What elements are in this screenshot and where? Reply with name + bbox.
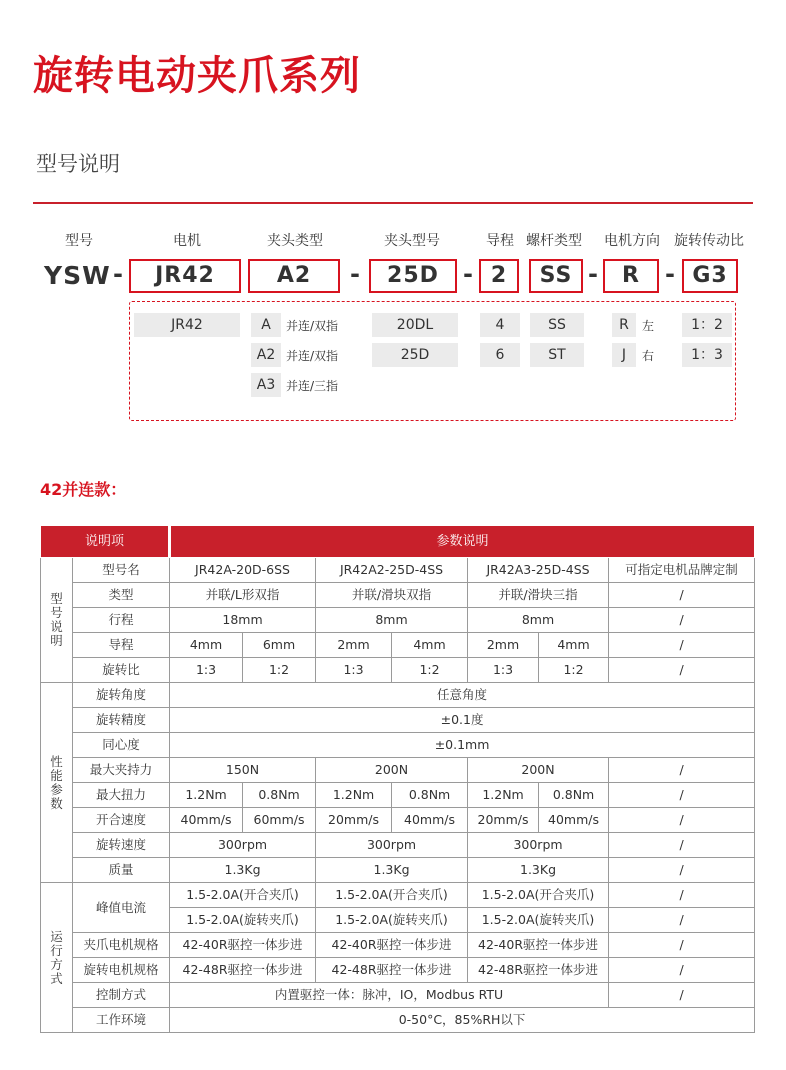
row-label: 质量 [73,858,170,883]
label-lead: 导程 [486,233,514,249]
row-label: 最大夹持力 [73,758,170,783]
label-motor: 电机 [173,233,201,249]
code-box-lead: 2 [479,259,519,293]
table-row: 最大夹持力 150N 200N 200N / [41,758,755,783]
label-gripper-type: 夹头类型 [267,233,323,249]
model-prefix: YSW [44,261,111,290]
table-row: 运行方式 峰值电流 1.5-2.0A(开合夹爪) 1.5-2.0A(开合夹爪) 1.5-2.0A(开合夹爪) / [41,883,755,908]
row-label: 工作环境 [73,1008,170,1033]
table-row: 性能参数 旋转角度 任意角度 [41,683,755,708]
option-lead: 4 [480,313,520,337]
section-subtitle: 型号说明 [36,152,120,176]
code-box-screw: SS [529,259,583,293]
option-ratio: 1：2 [682,313,732,337]
code-separator: - [588,260,598,288]
option-lead: 6 [480,343,520,367]
code-box-ratio: G3 [682,259,738,293]
row-label: 同心度 [73,733,170,758]
label-rotation-ratio: 旋转传动比 [674,233,744,249]
label-motor-direction: 电机方向 [604,233,660,249]
option-motor: JR42 [134,313,240,337]
row-label: 峰值电流 [73,883,170,933]
code-box-motor: JR42 [129,259,241,293]
option-screw: SS [530,313,584,337]
table-row: 夹爪电机规格 42-40R驱控一体步进 42-40R驱控一体步进 42-40R驱控一体步进 / [41,933,755,958]
row-label: 夹爪电机规格 [73,933,170,958]
row-label: 旋转角度 [73,683,170,708]
section-heading: 42并连款： [40,480,127,499]
option-gripper-type-code: A2 [251,343,281,367]
table-row: 开合速度 40mm/s 60mm/s 20mm/s 40mm/s 20mm/s 40mm/s / [41,808,755,833]
option-gripper-type-desc: 并连/双指 [286,349,339,363]
row-label: 旋转电机规格 [73,958,170,983]
title-divider [33,202,753,204]
option-direction-desc: 左 [642,319,655,333]
option-direction-code: J [612,343,636,367]
row-label: 导程 [73,633,170,658]
header-item: 说明项 [41,526,170,558]
group-label: 运行方式 [41,883,73,1033]
code-separator: - [463,260,473,288]
label-model: 型号 [65,233,93,249]
option-direction-code: R [612,313,636,337]
option-ratio: 1：3 [682,343,732,367]
table-row: 旋转比 1:3 1:2 1:3 1:2 1:3 1:2 / [41,658,755,683]
table-row: 旋转速度 300rpm 300rpm 300rpm / [41,833,755,858]
row-label: 类型 [73,583,170,608]
row-label: 旋转速度 [73,833,170,858]
group-label: 型号说明 [41,558,73,683]
row-label: 行程 [73,608,170,633]
label-screw-type: 螺杆类型 [526,233,582,249]
option-direction-desc: 右 [642,349,655,363]
row-label: 旋转比 [73,658,170,683]
option-gripper-type-code: A [251,313,281,337]
page-title: 旋转电动夹爪系列 [33,53,361,99]
option-gripper-type-desc: 并连/双指 [286,319,339,333]
option-gripper-type-desc: 并连/三指 [286,379,339,393]
table-row: 同心度 ±0.1mm [41,733,755,758]
table-header [41,526,755,558]
table-row: 工作环境 0-50°C，85%RH以下 [41,1008,755,1033]
table-row: 旋转电机规格 42-48R驱控一体步进 42-48R驱控一体步进 42-48R驱控一体步进 / [41,958,755,983]
label-gripper-model: 夹头型号 [384,233,440,249]
option-gripper-model: 20DL [372,313,458,337]
option-gripper-type-code: A3 [251,373,281,397]
row-label: 最大扭力 [73,783,170,808]
table-row: 类型 并联/L形双指 并联/滑块双指 并联/滑块三指 / [41,583,755,608]
spec-table [40,525,755,1033]
row-label: 开合速度 [73,808,170,833]
table-row: 型号说明 型号名 JR42A-20D-6SS JR42A2-25D-4SS JR42A3-25D-4SS 可指定电机品牌定制 [41,558,755,583]
code-box-gripper-model: 25D [369,259,457,293]
code-box-direction: R [603,259,659,293]
row-label: 型号名 [73,558,170,583]
code-separator: - [350,260,360,288]
code-separator: - [665,260,675,288]
table-row: 最大扭力 1.2Nm 0.8Nm 1.2Nm 0.8Nm 1.2Nm 0.8Nm / [41,783,755,808]
code-box-gripper-type: A2 [248,259,340,293]
table-row: 质量 1.3Kg 1.3Kg 1.3Kg / [41,858,755,883]
row-label: 控制方式 [73,983,170,1008]
code-separator: - [113,260,123,288]
group-label: 性能参数 [41,683,73,883]
option-gripper-model: 25D [372,343,458,367]
option-screw: ST [530,343,584,367]
table-row: 控制方式 内置驱控一体：脉冲，IO，Modbus RTU / [41,983,755,1008]
table-row: 1.5-2.0A(旋转夹爪) 1.5-2.0A(旋转夹爪) 1.5-2.0A(旋转夹爪) / [41,908,755,933]
table-row: 旋转精度 ±0.1度 [41,708,755,733]
table-row: 行程 18mm 8mm 8mm / [41,608,755,633]
row-label: 旋转精度 [73,708,170,733]
table-row: 导程 4mm 6mm 2mm 4mm 2mm 4mm / [41,633,755,658]
header-params: 参数说明 [170,526,755,558]
